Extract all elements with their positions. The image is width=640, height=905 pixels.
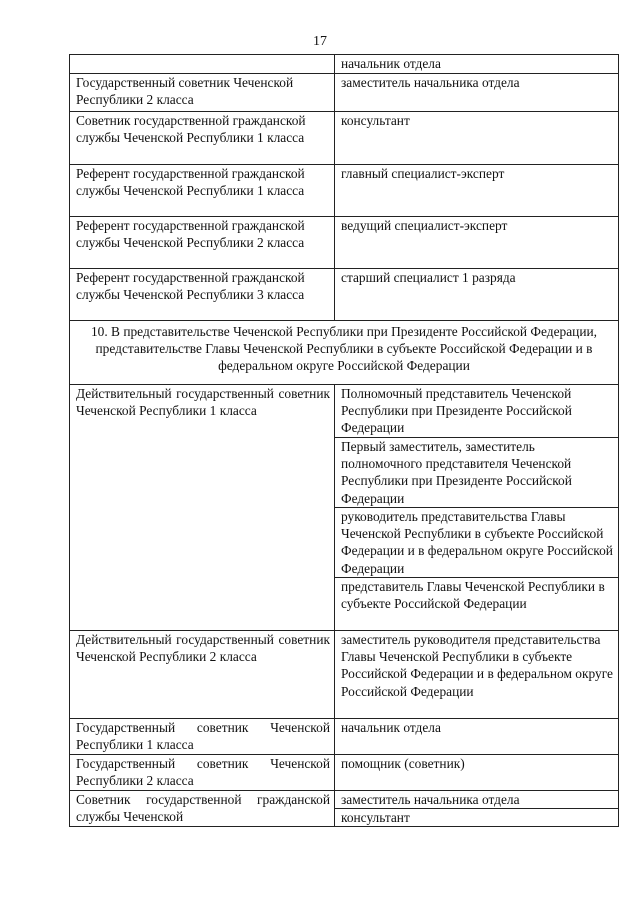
table-row — [70, 791, 619, 809]
table-row — [70, 74, 619, 112]
position-cell: заместитель начальника отдела — [335, 791, 619, 809]
table-row — [70, 165, 619, 217]
position-cell: заместитель начальника отдела — [335, 74, 619, 112]
rank-cell: Государственный советник Чеченской Республики 2 класса — [70, 755, 335, 791]
position-cell: руководитель представительства Главы Чеченской Республики в субъекте Российской Федерации и в федеральном округе Российской Федерации — [335, 508, 619, 578]
table-row — [70, 385, 619, 438]
table-row — [70, 112, 619, 165]
position-cell: представитель Главы Чеченской Республики в субъекте Российской Федерации — [335, 578, 619, 631]
rank-cell: Референт государственной гражданской службы Чеченской Республики 2 класса — [70, 217, 335, 269]
table-row — [70, 755, 619, 791]
table-row — [70, 631, 619, 719]
section-heading-row — [70, 321, 619, 385]
rank-cell: Референт государственной гражданской службы Чеченской Республики 3 класса — [70, 269, 335, 321]
rank-cell: Действительный государственный советник Чеченской Республики 2 класса — [70, 631, 335, 719]
position-cell: старший специалист 1 разряда — [335, 269, 619, 321]
position-cell: заместитель руководителя представительства Главы Чеченской Республики в субъекте Российской Федерации и в федеральном округе Российской Федерации — [335, 631, 619, 719]
rank-cell — [70, 55, 335, 74]
rank-cell: Советник государственной гражданской службы Чеченской Республики 1 класса — [70, 112, 335, 165]
position-cell: консультант — [335, 809, 619, 827]
rank-cell: Действительный государственный советник Чеченской Республики 1 класса — [70, 385, 335, 631]
position-cell: начальник отдела — [335, 719, 619, 755]
position-cell: ведущий специалист-эксперт — [335, 217, 619, 269]
position-cell: помощник (советник) — [335, 755, 619, 791]
rank-cell: Советник государственной гражданской службы Чеченской — [70, 791, 335, 827]
rank-position-table — [69, 54, 619, 827]
rank-cell: Государственный советник Чеченской Республики 1 класса — [70, 719, 335, 755]
position-cell: Полномочный представитель Чеченской Республики при Президенте Российской Федерации — [335, 385, 619, 438]
position-cell: Первый заместитель, заместитель полномочного представителя Чеченской Республики при Президенте Российской Федерации — [335, 438, 619, 508]
position-cell: начальник отдела — [335, 55, 619, 74]
rank-cell: Референт государственной гражданской службы Чеченской Республики 1 класса — [70, 165, 335, 217]
table-row — [70, 217, 619, 269]
page-number: 17 — [313, 34, 327, 49]
section-heading: 10. В представительстве Чеченской Республики при Президенте Российской Федерации, представительстве Главы Чеченской Республики в субъекте Российской Федерации и в федеральном округе Российской Федерации — [70, 321, 619, 385]
position-cell: консультант — [335, 112, 619, 165]
rank-cell: Государственный советник Чеченской Республики 2 класса — [70, 74, 335, 112]
table-row — [70, 719, 619, 755]
table-row — [70, 269, 619, 321]
position-cell: главный специалист-эксперт — [335, 165, 619, 217]
table-row — [70, 55, 619, 74]
